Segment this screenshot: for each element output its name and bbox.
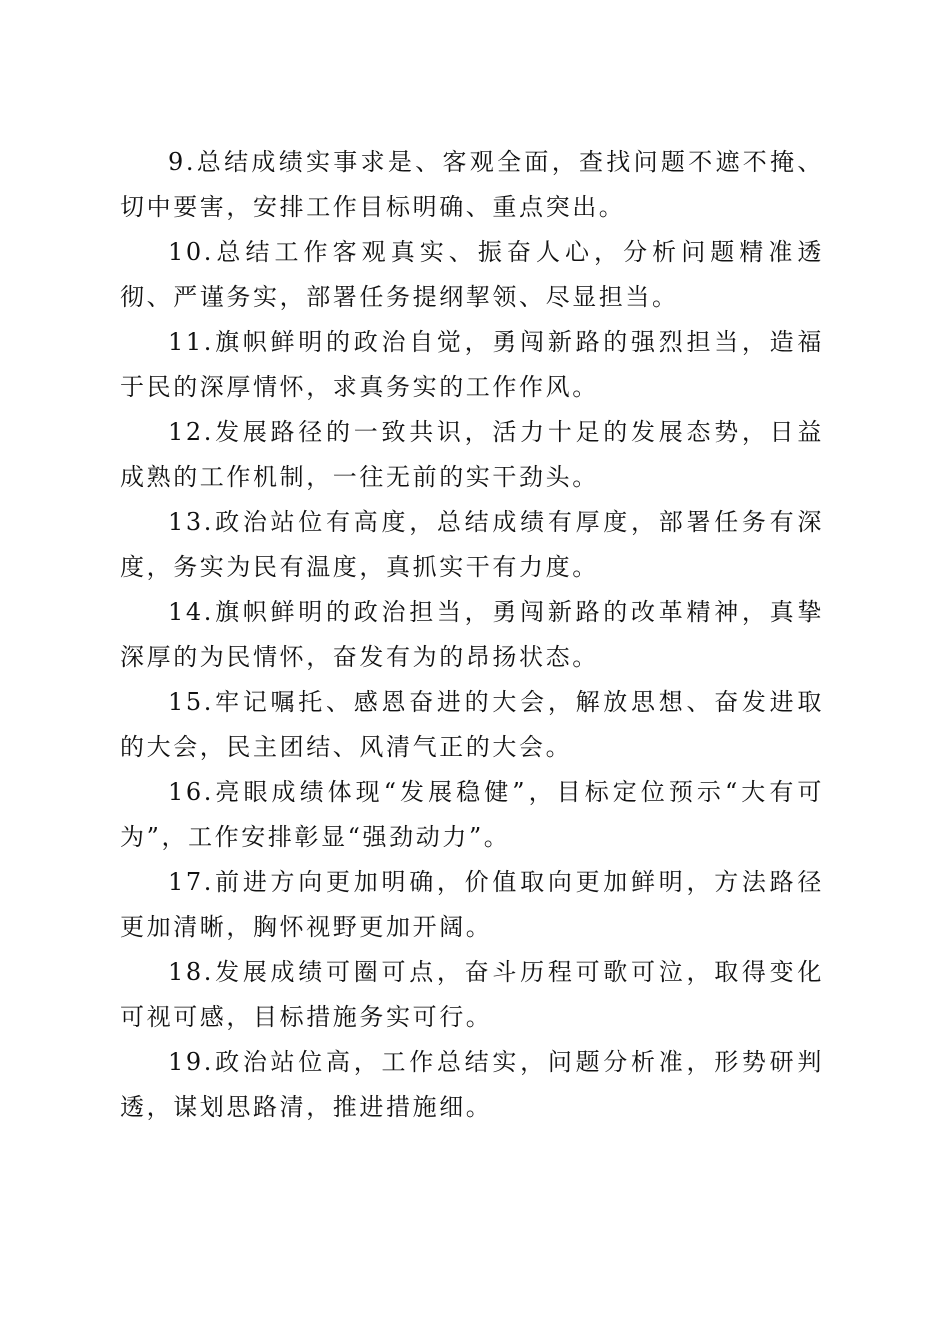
paragraph-15: 15.牢记嘱托、感恩奋进的大会，解放思想、奋发进取的大会，民主团结、风清气正的大会。 xyxy=(120,688,824,761)
paragraph-13: 13.政治站位有高度，总结成绩有厚度，部署任务有深度，务实为民有温度，真抓实干有力度。 xyxy=(120,508,824,581)
paragraph-10: 10.总结工作客观真实、振奋人心，分析问题精准透彻、严谨务实，部署任务提纲挈领、尽显担当。 xyxy=(120,238,824,311)
paragraph-11: 11.旗帜鲜明的政治自觉，勇闯新路的强烈担当，造福于民的深厚情怀，求真务实的工作作风。 xyxy=(120,328,824,401)
paragraph-16: 16.亮眼成绩体现“发展稳健”，目标定位预示“大有可为”，工作安排彰显“强劲动力”。 xyxy=(120,778,824,851)
paragraph-9: 9.总结成绩实事求是、客观全面，查找问题不遮不掩、切中要害，安排工作目标明确、重点突出。 xyxy=(120,148,824,221)
paragraph-17: 17.前进方向更加明确，价值取向更加鲜明，方法路径更加清晰，胸怀视野更加开阔。 xyxy=(120,868,824,941)
paragraph-19: 19.政治站位高，工作总结实，问题分析准，形势研判透，谋划思路清，推进措施细。 xyxy=(120,1048,824,1121)
paragraph-12: 12.发展路径的一致共识，活力十足的发展态势，日益成熟的工作机制，一往无前的实干劲头。 xyxy=(120,418,824,491)
paragraph-18: 18.发展成绩可圈可点，奋斗历程可歌可泣，取得变化可视可感，目标措施务实可行。 xyxy=(120,958,824,1031)
document-body xyxy=(120,140,824,1130)
paragraph-14: 14.旗帜鲜明的政治担当，勇闯新路的改革精神，真挚深厚的为民情怀，奋发有为的昂扬状态。 xyxy=(120,598,824,671)
